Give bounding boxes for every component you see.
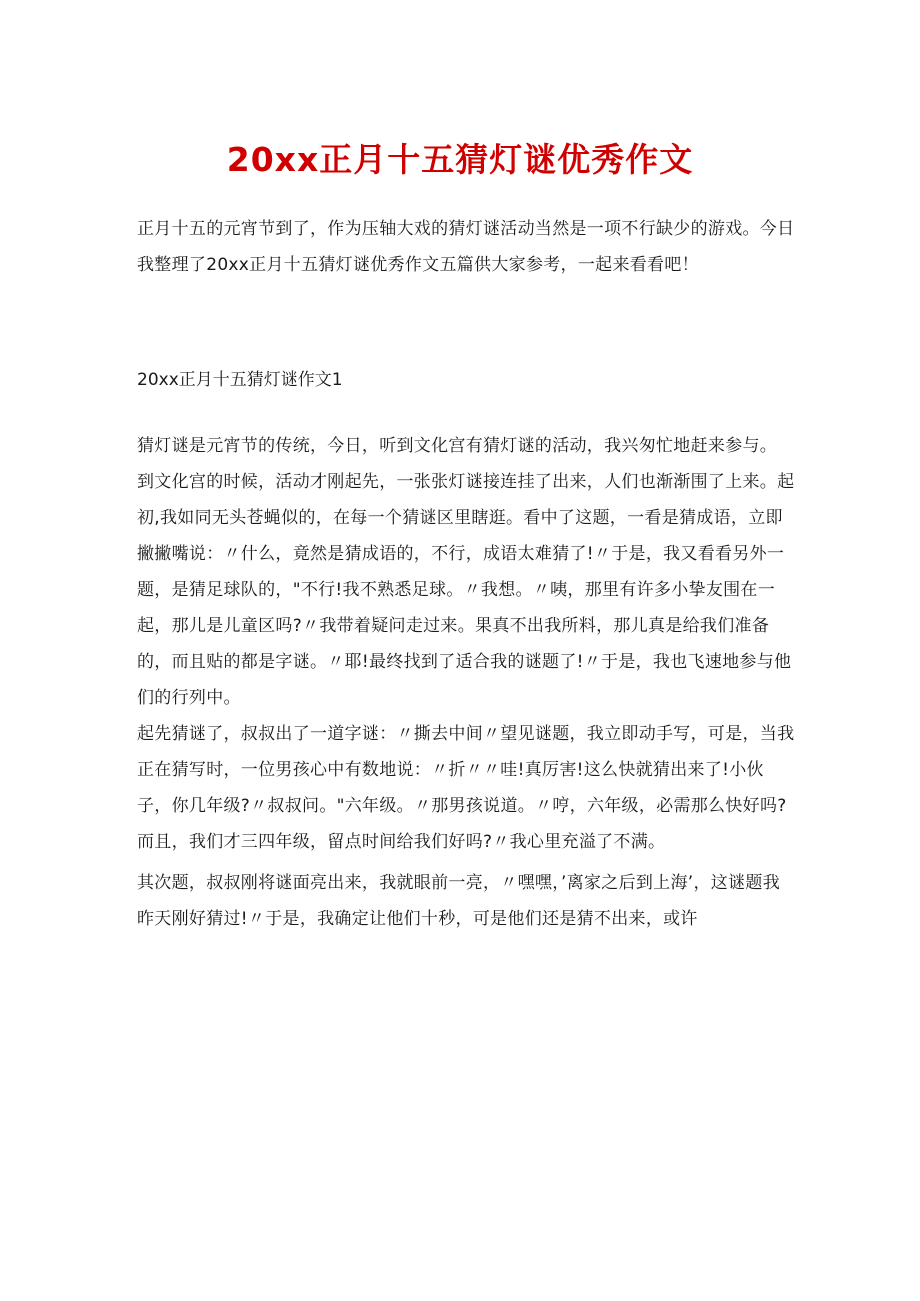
essay-body: [137, 428, 797, 937]
essay-paragraph: 起先猜谜了，叔叔出了一道字谜：〃撕去中间〃望见谜题，我立即动手写，可是，当我正在猜写时，一位男孩心中有数地说：〃折〃〃哇!真厉害!这么快就猜出来了!小伙子，你几年级?〃叔叔问。"六年级。〃那男孩说道。〃哼，六年级，必需那么快好吗?而且，我们才三四年级，留点时间给我们好吗?〃我心里充溢了不满。: [137, 724, 795, 852]
section-heading: 20xx正月十五猜灯谜作文1: [137, 370, 343, 390]
document-title: 20xx正月十五猜灯谜优秀作文: [226, 140, 694, 179]
essay-paragraph: 到文化宫的时候，活动才刚起先，一张张灯谜接连挂了出来，人们也渐渐围了上来。起初,我如同无头苍蝇似的，在每一个猜谜区里瞎逛。看中了这题，一看是猜成语，立即撇撇嘴说：〃什么，竟然是猜成语的，不行，成语太难猜了!〃于是，我又看看另外一题，是猜足球队的，"不行!我不熟悉足球。〃我想。〃咦，那里有许多小挚友围在一起，那儿是儿童区吗?〃我带着疑问走过来。果真不出我所料，那儿真是给我们准备的，而且贴的都是字谜。〃耶!最终找到了适合我的谜题了!〃于是，我也飞速地参与他们的行列中。: [137, 472, 795, 708]
essay-paragraph: 猜灯谜是元宵节的传统，今日，听到文化宫有猜灯谜的活动，我兴匆忙地赶来参与。: [137, 436, 778, 456]
essay-paragraph: 其次题，叔叔刚将谜面亮出来，我就眼前一亮，〃嘿嘿，’离家之后到上海’，这谜题我昨天刚好猜过!〃于是，我确定让他们十秒，可是他们还是猜不出来，或许: [137, 873, 781, 929]
intro-paragraph: 正月十五的元宵节到了，作为压轴大戏的猜灯谜活动当然是一项不行缺少的游戏。今日我整理了20xx正月十五猜灯谜优秀作文五篇供大家参考，一起来看看吧！: [137, 219, 795, 275]
intro-block: [137, 211, 797, 283]
